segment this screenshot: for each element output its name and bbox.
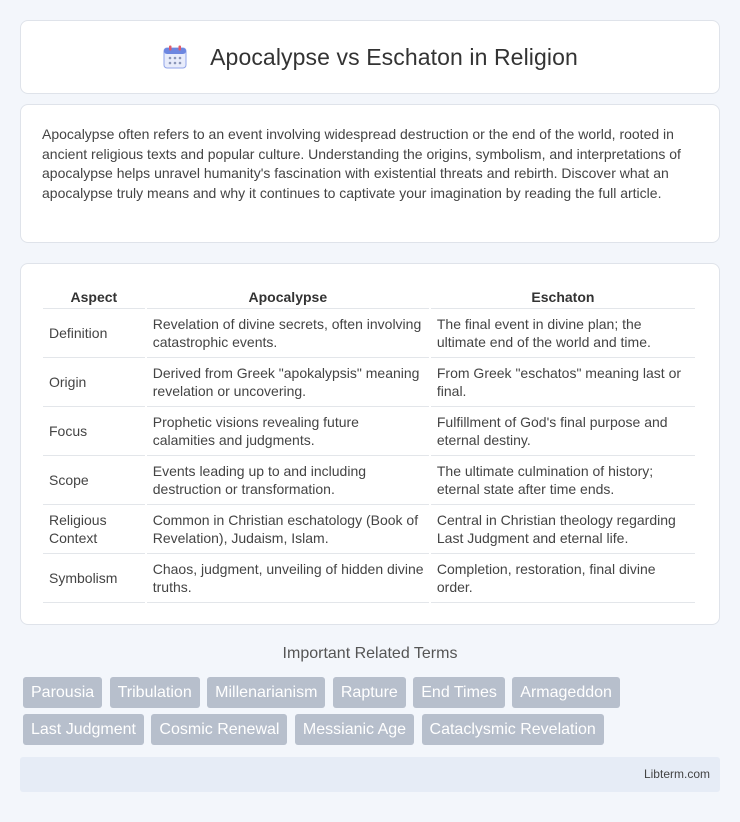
intro-paragraph: Apocalypse often refers to an event involving widespread destruction or the end of the world, rooted in ancient religious texts and popular culture. Understanding the origins, symbolism, and interpretations of apocalypse helps unravel humanity's fascination with existential threats and rebirth. Discover what an apocalypse truly means and why it continues to captivate your imagination by reading the full article. [42,126,681,201]
page-title: Apocalypse vs Eschaton in Religion [210,43,578,70]
table-row [43,456,695,505]
table-row [43,358,695,407]
calendar-icon [162,44,188,70]
aspect-cell: Origin [43,358,145,407]
table-row [43,309,695,358]
tag-messianic-age[interactable]: Messianic Age [295,714,414,745]
table-header-row [43,283,695,309]
related-terms-list [23,677,723,751]
header-eschaton: Eschaton [431,283,695,309]
tag-cosmic-renewal[interactable]: Cosmic Renewal [151,714,287,745]
tag-rapture[interactable]: Rapture [333,677,406,708]
aspect-cell: Definition [43,309,145,358]
eschaton-cell: From Greek "eschatos" meaning last or final. [431,358,695,407]
aspect-cell: Symbolism [43,554,145,603]
comparison-table [41,283,697,603]
apocalypse-cell: Events leading up to and including destruction or transformation. [147,456,429,505]
aspect-cell: Religious Context [43,505,145,554]
tag-last-judgment[interactable]: Last Judgment [23,714,144,745]
aspect-cell: Scope [43,456,145,505]
header-aspect: Aspect [43,283,145,309]
tag-parousia[interactable]: Parousia [23,677,102,708]
tag-tribulation[interactable]: Tribulation [110,677,200,708]
table-row [43,554,695,603]
tag-armageddon[interactable]: Armageddon [512,677,620,708]
footer-brand-link[interactable]: Libterm.com [643,767,710,781]
apocalypse-cell: Common in Christian eschatology (Book of Revelation), Judaism, Islam. [147,505,429,554]
tag-millenarianism[interactable]: Millenarianism [207,677,325,708]
apocalypse-cell: Chaos, judgment, unveiling of hidden divine truths. [147,554,429,603]
tag-end-times[interactable]: End Times [413,677,505,708]
tag-cataclysmic-revelation[interactable]: Cataclysmic Revelation [422,714,604,745]
header-apocalypse: Apocalypse [147,283,429,309]
eschaton-cell: Completion, restoration, final divine order. [431,554,695,603]
eschaton-cell: The final event in divine plan; the ultimate end of the world and time. [431,309,695,358]
apocalypse-cell: Prophetic visions revealing future calamities and judgments. [147,407,429,456]
eschaton-cell: The ultimate culmination of history; eternal state after time ends. [431,456,695,505]
apocalypse-cell: Revelation of divine secrets, often involving catastrophic events. [147,309,429,358]
intro-card [20,104,720,243]
aspect-cell: Focus [43,407,145,456]
eschaton-cell: Central in Christian theology regarding Last Judgment and eternal life. [431,505,695,554]
footer [20,757,720,792]
table-row [43,407,695,456]
comparison-card [20,263,720,625]
apocalypse-cell: Derived from Greek "apokalypsis" meaning revelation or uncovering. [147,358,429,407]
related-terms-title: Important Related Terms [282,645,458,662]
title-card [20,20,720,94]
eschaton-cell: Fulfillment of God's final purpose and eternal destiny. [431,407,695,456]
table-row [43,505,695,554]
